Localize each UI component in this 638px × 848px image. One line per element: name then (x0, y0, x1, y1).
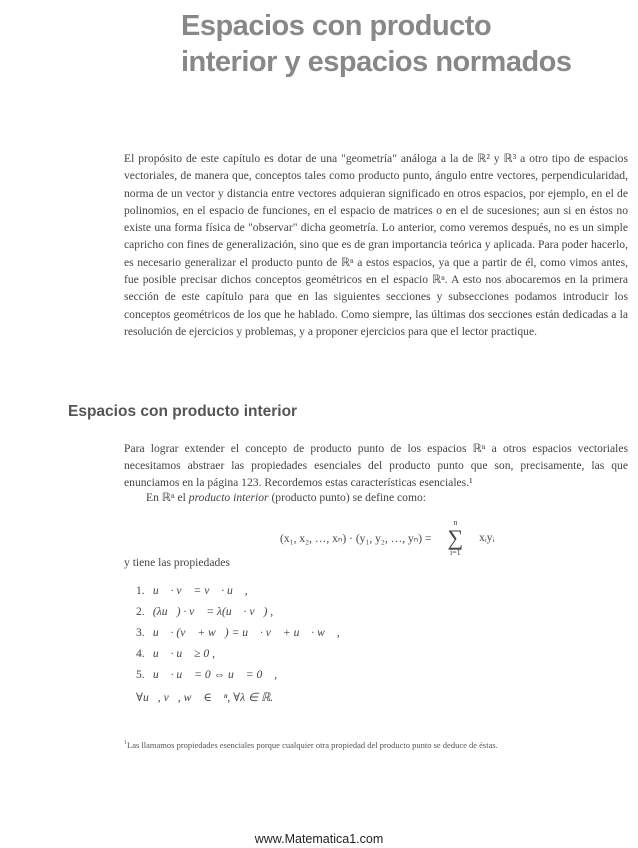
property-text: u⃗ · (v⃗ + w⃗) = u⃗ · v⃗ + u⃗ · w⃗ , (152, 626, 340, 639)
footnote-mark: 1 (124, 740, 127, 747)
properties-intro: y tiene las propiedades (124, 556, 230, 569)
footer-url[interactable]: www.Matematica1.com (254, 832, 384, 846)
para2-prefix: En ℝⁿ el (146, 491, 189, 504)
property-text: u⃗ · v⃗ = v⃗ · u⃗ , (152, 584, 248, 597)
dot-product-formula (280, 518, 494, 558)
para2-suffix: (producto punto) se define como: (268, 491, 426, 504)
sigma-symbol: ∑ (447, 525, 464, 550)
formula-lhs: (x₁, x₂, …, xₙ) · (y₁, y₂, …, yₙ) = (280, 533, 432, 545)
property-number: 1. (136, 584, 145, 597)
property-text: (λu⃗) · v⃗ = λ(u⃗ · v⃗) , (152, 605, 274, 618)
property-number: 3. (136, 626, 145, 639)
section-paragraph-2 (124, 489, 628, 506)
property-number: 5. (136, 668, 145, 681)
sum-upper-limit: n (453, 518, 458, 527)
property-number: 2. (136, 605, 145, 618)
property-text: u⃗ · u⃗ ≥ 0 , (152, 647, 215, 660)
para2-term: producto interior (188, 491, 269, 504)
chapter-title-line1: Espacios con producto (181, 10, 492, 42)
properties-list (136, 580, 340, 685)
section-title: Espacios con producto interior (68, 403, 298, 420)
chapter-title (181, 8, 601, 80)
formula-rhs: xᵢyᵢ (479, 532, 495, 544)
section-paragraph-1: Para lograr extender el concepto de producto punto de los espacios ℝⁿ a otros espacios vectoriales necesitamos abstraer las propiedades esenciales del producto punto que son, precisamente, las que enunciamos en la página 123. Recordemos estas características esenciales.¹ (124, 442, 628, 489)
intro-paragraph: El propósito de este capítulo es dotar de una "geometría" análoga a la de ℝ² y ℝ³ a otro tipo de espacios vectoriales, de manera que, conceptos tales como producto punto, ángulo entre vectores, perpendicularidad, norma de un vector y distancia entre vectores adquieran significado en otros espacios, por ejemplo, en el de polinomios, en el espacio de funciones, en el espacio de matrices o en el de sucesiones; aun si en éstos no existe una forma física de "observar" dicha geometría. Lo anterior, como veremos después, no es un simple capricho con fines de generalización, sino que es de gran importancia teórica y aplicada. Para poder hacerlo, es necesario generalizar el producto punto de ℝⁿ a estos espacios, ya que a partir de él, como vimos antes, fue posible precisar dichos conceptos geométricos en el espacio ℝⁿ. A esto nos abocaremos en la primera sección de este capítulo para que en las siguientes secciones y subsecciones podamos introducir los conceptos geométricos de los que he hablado. Como siempre, las últimas dos secciones están dedicadas a la resolución de ejercicios y problemas, y a proponer ejercicios para que el lector practique. (124, 152, 628, 338)
property-item (136, 580, 340, 601)
property-item (136, 664, 340, 685)
summation (447, 519, 463, 557)
sum-lower-limit: i=1 (449, 548, 461, 557)
footnote (124, 740, 628, 750)
property-item (136, 622, 340, 643)
chapter-title-line2: interior y espacios normados (181, 46, 572, 78)
footnote-text: Las llamamos propiedades esenciales porque cualquier otra propiedad del producto punto se deduce de éstas. (127, 740, 498, 750)
property-item (136, 601, 340, 622)
quantifier-line: ∀u⃗, v⃗, w⃗ ∈ ℝⁿ, ∀λ ∈ ℝ. (136, 691, 274, 704)
property-text: u⃗ · u⃗ = 0 ⇔ u⃗ = 0⃗ , (152, 668, 278, 681)
property-number: 4. (136, 647, 145, 660)
property-item (136, 643, 340, 664)
